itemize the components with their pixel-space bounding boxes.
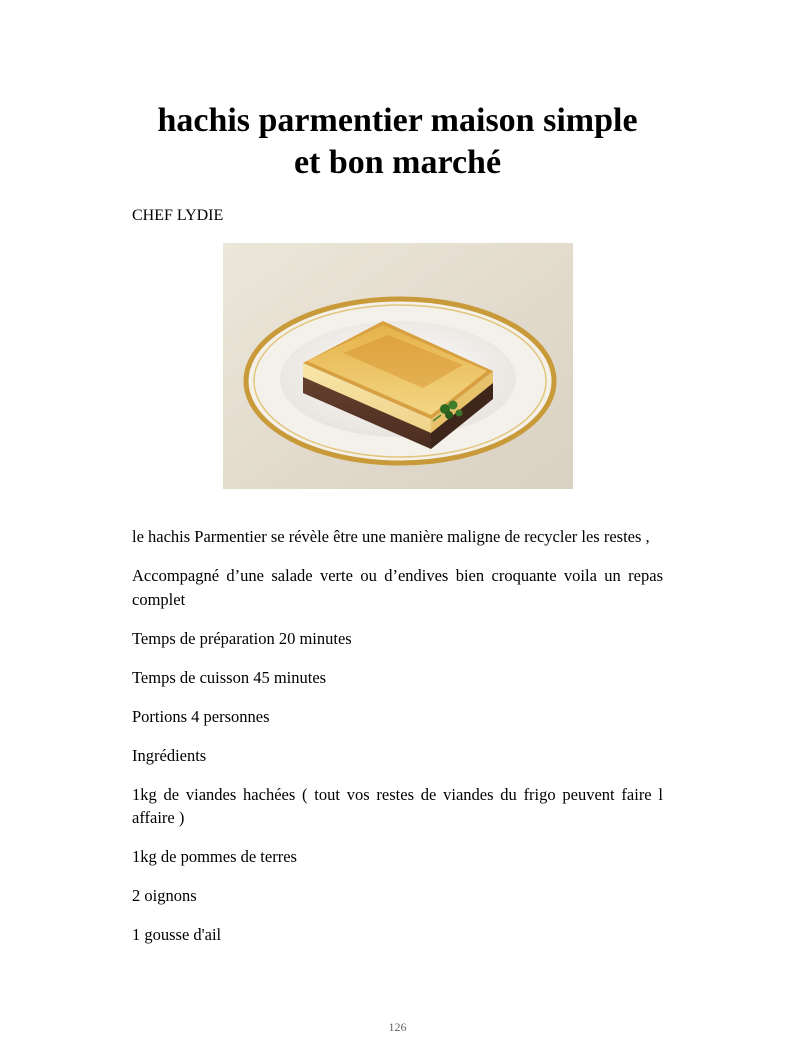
- page-title: [0, 100, 795, 184]
- page-number: 126: [388, 1020, 407, 1034]
- prep-time: Temps de préparation 20 minutes: [132, 628, 352, 648]
- recipe-body: [132, 525, 663, 962]
- portions: Portions 4 personnes: [132, 706, 270, 726]
- ingredient-item: 1 gousse d'ail: [132, 925, 222, 944]
- ingredient-item: 1kg de viandes hachées ( tout vos restes de viandes du frigo peuvent faire l affaire ): [132, 784, 663, 827]
- dish-photo: [223, 243, 573, 489]
- ingredients-heading: Ingrédients: [132, 745, 207, 765]
- intro-paragraph: le hachis Parmentier se révèle être une manière maligne de recycler les restes ,: [132, 527, 650, 546]
- ingredient-item: 1kg de pommes de terres: [132, 847, 297, 866]
- title-line-2: et bon marché: [293, 144, 502, 181]
- cook-time: Temps de cuisson 45 minutes: [132, 667, 327, 687]
- title-line-1: hachis parmentier maison simple: [157, 102, 638, 139]
- serving-suggestion: Accompagné d’une salade verte ou d’endives bien croquante voila un repas complet: [132, 566, 663, 609]
- ingredient-item: 2 oignons: [132, 886, 197, 905]
- author-name: CHEF LYDIE: [132, 207, 224, 224]
